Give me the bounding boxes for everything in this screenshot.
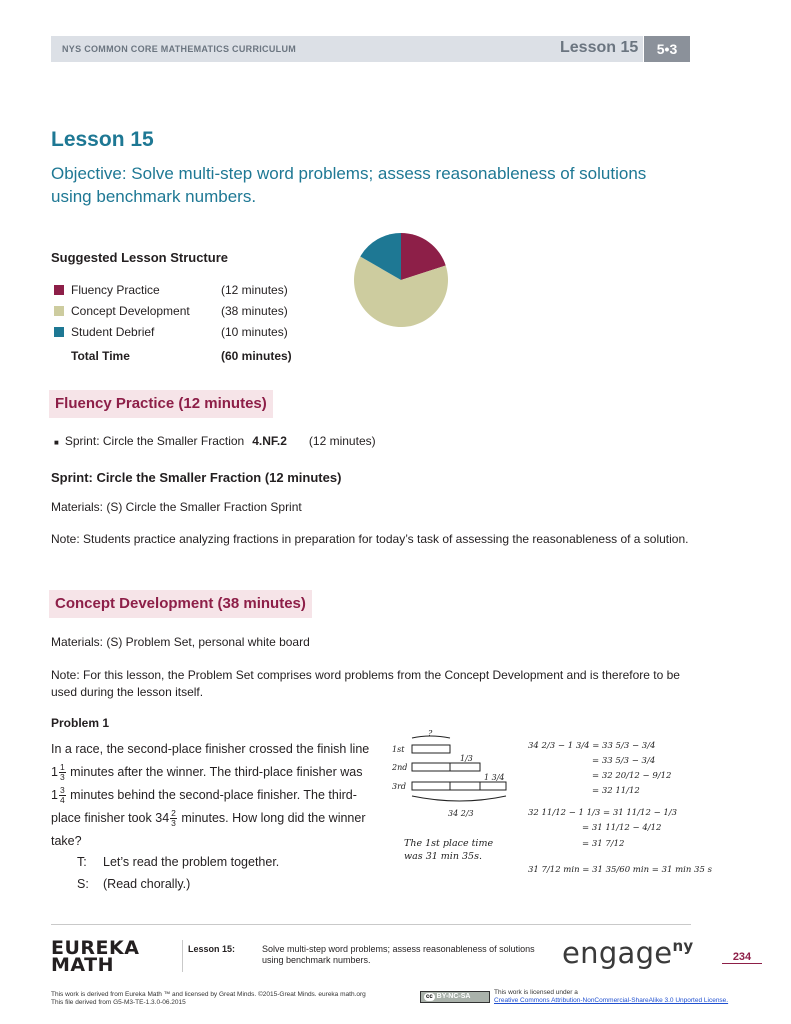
credit-line-1: This work is derived from Eureka Math ™ and licensed by Great Minds. ©2015-Great Minds. eureka math.org	[51, 991, 366, 998]
tape-bottom-brace	[412, 796, 506, 801]
structure-time: (12 minutes)	[221, 283, 288, 297]
work-step-8: 31 7/12 min = 31 35/60 min = 31 min 35 s	[528, 865, 712, 875]
license-link[interactable]: Creative Commons Attribution-NonCommercial-ShareAlike 3.0 Unported License.	[494, 997, 729, 1004]
fluency-note: Note: Students practice analyzing fractions in preparation for today’s task of assessing the reasonableness of a solution.	[51, 532, 689, 546]
fraction	[170, 809, 177, 828]
cc-icon: cc	[426, 994, 433, 1000]
eureka-math-logo	[51, 937, 140, 976]
engage-text: engage	[562, 936, 673, 970]
work-step-5: 32 11/12 − 1 1/3 = 31 11/12 − 1/3	[528, 808, 678, 818]
fraction	[59, 763, 66, 782]
tape-bar-1st	[412, 745, 450, 753]
fraction	[59, 786, 66, 805]
footer-lesson: Lesson 15:	[188, 944, 236, 954]
tape-bar-3rd-c	[480, 782, 506, 790]
denominator: 3	[59, 772, 65, 783]
lesson-structure-pie-chart	[353, 232, 449, 328]
fluency-swatch	[54, 285, 64, 295]
work-step-3: = 32 20/12 − 9/12	[592, 771, 672, 781]
ny-text: ny	[672, 937, 694, 955]
sprint-heading: Sprint: Circle the Smaller Fraction (12 minutes)	[51, 470, 342, 485]
credit-line-2: This file derived from G5-M3-TE-1.3.0-06.2015	[51, 999, 186, 1006]
work-step-1: 34 2/3 − 1 3/4 = 33 5/3 − 3/4	[528, 741, 656, 751]
tape-bar-2nd-a	[412, 763, 450, 771]
denominator: 3	[171, 818, 176, 829]
numerator: 2	[171, 808, 176, 819]
work-note-line2: was 31 min 35s.	[404, 851, 482, 862]
structure-label: Concept Development	[71, 304, 190, 318]
curriculum-title: NYS COMMON CORE MATHEMATICS CURRICULUM	[62, 44, 297, 54]
handwritten-solution	[390, 729, 712, 880]
tape-label-2nd: 2nd	[392, 763, 408, 772]
problem-text-part: minutes after the winner. The third-place finisher was	[70, 765, 363, 779]
engageny-logo	[562, 936, 694, 970]
fluency-heading-text: Fluency Practice (12 minutes)	[55, 395, 267, 412]
denominator: 4	[59, 795, 65, 806]
structure-heading: Suggested Lesson Structure	[51, 250, 228, 265]
work-step-6: = 31 11/12 − 4/12	[582, 823, 662, 833]
fluency-section-heading	[49, 390, 273, 418]
concept-section-heading	[49, 590, 312, 618]
license-line-1: This work is licensed under a	[494, 989, 578, 996]
header-lesson-label: Lesson 15	[560, 39, 639, 56]
bullet-time: (12 minutes)	[308, 434, 376, 448]
fluency-bullet	[54, 434, 376, 448]
logo-line-2: MATH	[51, 954, 114, 976]
page-number: 234	[722, 951, 762, 964]
total-label: Total Time	[71, 349, 130, 363]
structure-time: (38 minutes)	[221, 304, 288, 318]
mixed-number-whole: 1	[51, 788, 58, 802]
module-badge: 5•3	[644, 36, 690, 62]
concept-heading-text: Concept Development (38 minutes)	[55, 595, 306, 612]
footer-rule	[51, 924, 691, 925]
problem-text-part: minutes behind the second-place finisher. The third-place finisher took	[51, 788, 357, 825]
work-step-2: = 33 5/3 − 3/4	[592, 756, 656, 766]
tape-diagram	[412, 736, 506, 801]
dialog-line-students	[77, 877, 190, 891]
tape-label-total: 34 2/3	[448, 809, 474, 818]
debrief-swatch	[54, 327, 64, 337]
problem-text-part: In a race, the second-place finisher crossed the finish line	[51, 742, 370, 756]
cc-license-badge	[420, 991, 490, 1003]
numerator: 1	[59, 762, 65, 773]
concept-note: Note: For this lesson, the Problem Set comprises word problems from the Concept Development and is therefore to be used during the lesson itself.	[51, 668, 680, 699]
numerator: 3	[59, 785, 65, 796]
concept-swatch	[54, 306, 64, 316]
page-title: Lesson 15	[51, 128, 154, 151]
speaker: S:	[77, 877, 89, 891]
bullet-text: Sprint: Circle the Smaller Fraction	[64, 434, 245, 448]
tape-label-three-quarters: 1 3/4	[484, 773, 505, 782]
work-step-7: = 31 7/12	[582, 839, 625, 849]
logo-line-1: EUREKA	[51, 937, 140, 959]
problem-text	[51, 738, 371, 853]
dialog-text: Let’s read the problem together.	[103, 855, 280, 869]
concept-materials: Materials: (S) Problem Set, personal white board	[51, 635, 310, 649]
fluency-materials: Materials: (S) Circle the Smaller Fraction Sprint	[51, 500, 302, 514]
dialog-line-teacher	[77, 855, 279, 869]
tape-label-3rd: 3rd	[392, 782, 407, 791]
structure-time: (10 minutes)	[221, 325, 288, 339]
credit-text	[51, 991, 431, 1007]
tape-bar-2nd-b	[450, 763, 480, 771]
tape-bar-3rd-a	[412, 782, 450, 790]
work-note-line1: The 1st place time	[404, 838, 494, 849]
mixed-number-whole: 34	[155, 811, 170, 825]
footer-objective: Solve multi-step word problems; assess reasonableness of solutions using benchmark numbers.	[262, 944, 535, 965]
license-text	[494, 989, 728, 1005]
badge-text: BY-NC-SA	[436, 993, 471, 1000]
tape-label-third: 1/3	[460, 754, 473, 763]
speaker: T:	[77, 855, 87, 869]
mixed-number-whole: 1	[51, 765, 58, 779]
work-step-4: = 32 11/12	[592, 786, 640, 796]
objective: Objective: Solve multi-step word problems; assess reasonableness of solutions using benchmark numbers.	[51, 164, 647, 206]
tape-bar-3rd-b	[450, 782, 480, 790]
standard-code: 4.NF.2	[252, 434, 287, 448]
structure-label: Student Debrief	[71, 325, 155, 339]
problem-heading: Problem 1	[51, 716, 110, 730]
structure-label: Fluency Practice	[71, 283, 160, 297]
tape-label-question: ?	[428, 729, 433, 738]
tape-label-1st: 1st	[392, 745, 405, 754]
square-bullet-icon: ■	[54, 438, 59, 447]
problem-text-part: minutes. How long did the winner take?	[51, 811, 366, 848]
total-time: (60 minutes)	[221, 349, 292, 363]
dialog-text: (Read chorally.)	[103, 877, 191, 891]
footer-divider	[182, 940, 183, 972]
